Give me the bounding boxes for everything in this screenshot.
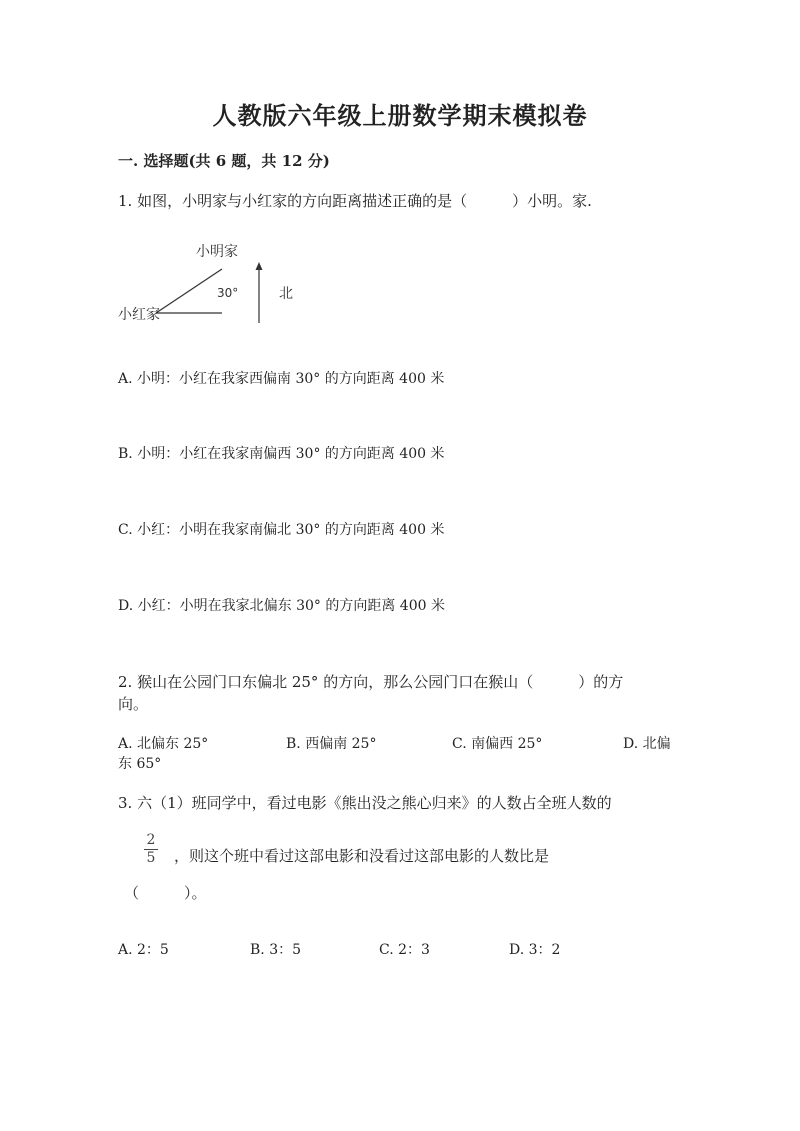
question-3-line-2: ，则这个班中看过这部电影和没看过这部电影的人数比是 [174,847,550,865]
north-arrow-head [256,262,263,270]
question-2-line-2: 向。 [118,695,149,713]
fraction-denominator: 5 [146,850,156,866]
q3-option-c: C. 2：3 [379,942,430,958]
question-3-line-1: 3. 六（1）班同学中，看过电影《熊出没之熊心归来》的人数占全班人数的 [118,794,612,812]
q1-option-d: D. 小红：小明在我家北偏东 30° 的方向距离 400 米 [118,598,445,614]
fraction-two-fifths [144,833,158,866]
q3-option-b: B. 3：5 [250,942,302,958]
section-heading: 一. 选择题(共 6 题，共 12 分) [118,152,330,170]
q2-option-d-continued: 东 65° [118,756,162,772]
q2-option-c: C. 南偏西 25° [452,736,543,752]
q2-option-a: A. 北偏东 25° [118,736,209,752]
label-xiaohong-home: 小红家 [118,307,160,323]
question-2-line-1: 2. 猴山在公园门口东偏北 25° 的方向，那么公园门口在猴山（ ）的方 [118,673,624,691]
angle-label: 30° [217,286,239,300]
question-1-text: 1. 如图，小明家与小红家的方向距离描述正确的是（ ）小明。家. [118,192,592,210]
q1-option-c: C. 小红：小明在我家南偏北 30° 的方向距离 400 米 [118,522,445,538]
question-3-line-3: （ ）。 [124,884,207,902]
page-title: 人教版六年级上册数学期末模拟卷 [212,101,588,130]
q1-option-a: A. 小明：小红在我家西偏南 30° 的方向距离 400 米 [118,371,445,387]
diagram-bearing-line [156,269,222,313]
north-label: 北 [279,286,293,302]
q1-option-b: B. 小明：小红在我家南偏西 30° 的方向距离 400 米 [118,446,445,462]
q3-option-d: D. 3：2 [509,942,561,958]
fraction-numerator: 2 [146,832,156,848]
q2-option-d: D. 北偏 [623,736,671,752]
label-xiaoming-home: 小明家 [196,244,238,260]
q3-option-a: A. 2：5 [118,942,169,958]
direction-diagram [110,235,310,330]
q2-option-b: B. 西偏南 25° [286,736,377,752]
